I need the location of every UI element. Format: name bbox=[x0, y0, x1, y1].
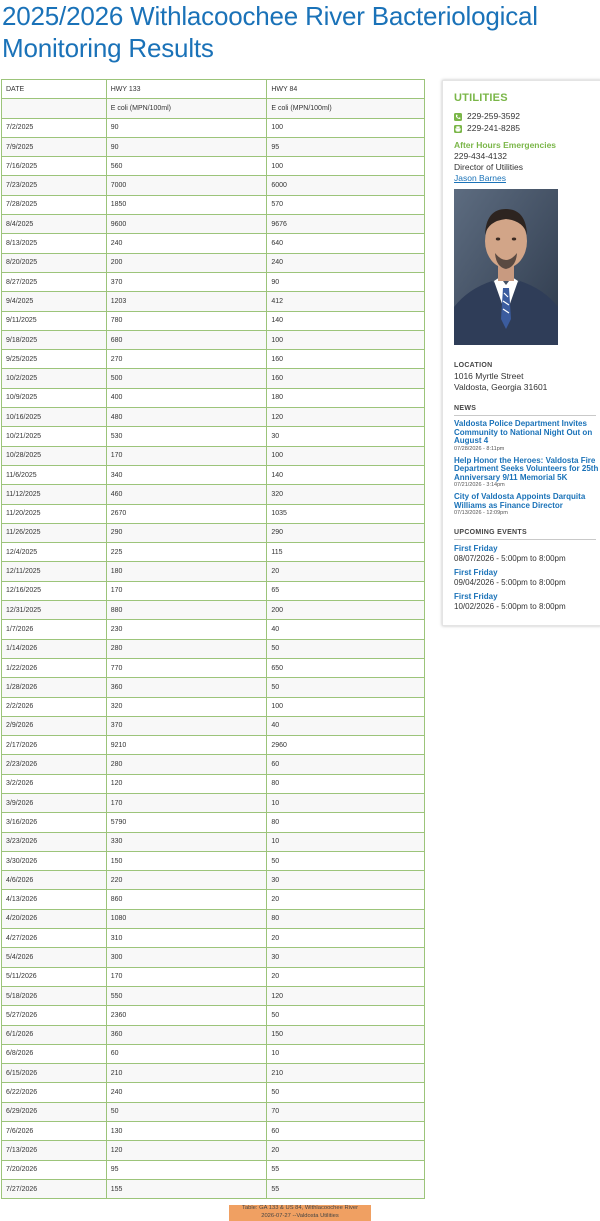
cell-hwy-133: 310 bbox=[106, 929, 267, 948]
cell-hwy-133: 9600 bbox=[106, 215, 267, 234]
table-row bbox=[2, 620, 425, 639]
cell-hwy-133: 340 bbox=[106, 465, 267, 484]
table-row bbox=[2, 755, 425, 774]
cell-date: 3/23/2026 bbox=[2, 832, 107, 851]
table-row bbox=[2, 1025, 425, 1044]
after-hours-phone[interactable]: 229-434-4132 bbox=[454, 151, 507, 161]
cell-date: 8/4/2025 bbox=[2, 215, 107, 234]
table-row bbox=[2, 272, 425, 291]
table-row bbox=[2, 330, 425, 349]
cell-hwy-84: 20 bbox=[267, 890, 425, 909]
cell-hwy-133: 880 bbox=[106, 601, 267, 620]
cell-hwy-84: 80 bbox=[267, 774, 425, 793]
table-row bbox=[2, 1141, 425, 1160]
news-date-3: 07/13/2026 - 12:09pm bbox=[454, 510, 508, 516]
cell-date: 12/11/2025 bbox=[2, 562, 107, 581]
cell-date: 5/27/2026 bbox=[2, 1006, 107, 1025]
caption-line-2: 2026-07-27 --Valdosta Utilities bbox=[261, 1212, 339, 1219]
table-row bbox=[2, 543, 425, 562]
cell-hwy-84: 100 bbox=[267, 446, 425, 465]
cell-hwy-84: 50 bbox=[267, 851, 425, 870]
cell-hwy-133: 500 bbox=[106, 369, 267, 388]
utilities-sidebar bbox=[442, 80, 600, 626]
address-line-2: Valdosta, Georgia 31601 bbox=[454, 382, 548, 392]
table-row bbox=[2, 176, 425, 195]
cell-hwy-84: 80 bbox=[267, 813, 425, 832]
cell-hwy-133: 170 bbox=[106, 446, 267, 465]
cell-hwy-84: 210 bbox=[267, 1064, 425, 1083]
subheader-date bbox=[2, 99, 107, 118]
table-row bbox=[2, 465, 425, 484]
table-row bbox=[2, 388, 425, 407]
cell-hwy-84: 180 bbox=[267, 388, 425, 407]
phone-number[interactable]: 229-259-3592 bbox=[467, 111, 520, 121]
cell-hwy-133: 155 bbox=[106, 1179, 267, 1198]
cell-hwy-84: 30 bbox=[267, 427, 425, 446]
cell-date: 7/23/2025 bbox=[2, 176, 107, 195]
results-table-body bbox=[2, 80, 425, 1199]
cell-hwy-133: 1203 bbox=[106, 292, 267, 311]
cell-hwy-133: 2670 bbox=[106, 504, 267, 523]
table-row bbox=[2, 697, 425, 716]
table-row bbox=[2, 851, 425, 870]
cell-hwy-84: 95 bbox=[267, 137, 425, 156]
cell-hwy-133: 120 bbox=[106, 1141, 267, 1160]
cell-date: 3/2/2026 bbox=[2, 774, 107, 793]
table-row bbox=[2, 948, 425, 967]
cell-date: 4/27/2026 bbox=[2, 929, 107, 948]
cell-hwy-133: 2360 bbox=[106, 1006, 267, 1025]
cell-hwy-133: 240 bbox=[106, 1083, 267, 1102]
cell-hwy-84: 10 bbox=[267, 1044, 425, 1063]
cell-hwy-133: 90 bbox=[106, 118, 267, 137]
news-item bbox=[454, 493, 600, 517]
cell-hwy-84: 240 bbox=[267, 253, 425, 272]
cell-hwy-84: 100 bbox=[267, 330, 425, 349]
cell-hwy-133: 170 bbox=[106, 793, 267, 812]
cell-hwy-133: 240 bbox=[106, 234, 267, 253]
cell-hwy-84: 60 bbox=[267, 755, 425, 774]
cell-date: 11/6/2025 bbox=[2, 465, 107, 484]
cell-date: 2/9/2026 bbox=[2, 716, 107, 735]
cell-date: 12/4/2025 bbox=[2, 543, 107, 562]
table-row bbox=[2, 137, 425, 156]
cell-date: 6/1/2026 bbox=[2, 1025, 107, 1044]
cell-hwy-133: 225 bbox=[106, 543, 267, 562]
cell-hwy-84: 70 bbox=[267, 1102, 425, 1121]
cell-date: 6/29/2026 bbox=[2, 1102, 107, 1121]
table-row bbox=[2, 195, 425, 214]
cell-date: 12/31/2025 bbox=[2, 601, 107, 620]
cell-hwy-84: 650 bbox=[267, 658, 425, 677]
event-item bbox=[454, 568, 600, 588]
news-date-1: 07/28/2026 - 8:11pm bbox=[454, 445, 505, 452]
cell-hwy-84: 120 bbox=[267, 408, 425, 427]
cell-date: 8/13/2025 bbox=[2, 234, 107, 253]
cell-hwy-133: 120 bbox=[106, 774, 267, 793]
cell-hwy-133: 320 bbox=[106, 697, 267, 716]
table-row bbox=[2, 234, 425, 253]
cell-hwy-133: 360 bbox=[106, 678, 267, 697]
news-item bbox=[454, 420, 600, 453]
table-row bbox=[2, 639, 425, 658]
table-row bbox=[2, 716, 425, 735]
cell-date: 11/26/2025 bbox=[2, 523, 107, 542]
cell-hwy-133: 1850 bbox=[106, 195, 267, 214]
table-row bbox=[2, 793, 425, 812]
cell-hwy-133: 330 bbox=[106, 832, 267, 851]
fax-row bbox=[454, 123, 600, 134]
table-row bbox=[2, 678, 425, 697]
cell-date: 2/17/2026 bbox=[2, 736, 107, 755]
cell-hwy-84: 30 bbox=[267, 948, 425, 967]
cell-date: 8/27/2025 bbox=[2, 272, 107, 291]
cell-date: 3/9/2026 bbox=[2, 793, 107, 812]
cell-hwy-84: 140 bbox=[267, 465, 425, 484]
table-row bbox=[2, 890, 425, 909]
cell-date: 10/28/2025 bbox=[2, 446, 107, 465]
cell-hwy-84: 20 bbox=[267, 562, 425, 581]
address-line-1: 1016 Myrtle Street bbox=[454, 371, 524, 381]
cell-hwy-133: 280 bbox=[106, 755, 267, 774]
table-row bbox=[2, 1064, 425, 1083]
table-row bbox=[2, 369, 425, 388]
cell-hwy-133: 280 bbox=[106, 639, 267, 658]
table-row bbox=[2, 909, 425, 928]
cell-date: 7/28/2025 bbox=[2, 195, 107, 214]
cell-hwy-133: 210 bbox=[106, 1064, 267, 1083]
cell-date: 7/16/2025 bbox=[2, 157, 107, 176]
cell-date: 4/13/2026 bbox=[2, 890, 107, 909]
cell-hwy-84: 40 bbox=[267, 716, 425, 735]
table-row bbox=[2, 504, 425, 523]
cell-hwy-84: 1035 bbox=[267, 504, 425, 523]
cell-hwy-84: 290 bbox=[267, 523, 425, 542]
cell-hwy-84: 570 bbox=[267, 195, 425, 214]
event-item bbox=[454, 544, 600, 564]
subheader-hwy-133-unit: E coli (MPN/100ml) bbox=[106, 99, 267, 118]
cell-hwy-133: 5790 bbox=[106, 813, 267, 832]
cell-date: 10/21/2025 bbox=[2, 427, 107, 446]
caption-line-1: Table: GA 133 & US 84, Withlacoochee River bbox=[242, 1205, 358, 1211]
events-label: UPCOMING EVENTS bbox=[454, 527, 596, 540]
event-link-3[interactable]: First Friday bbox=[454, 592, 498, 601]
cell-hwy-133: 1080 bbox=[106, 909, 267, 928]
header-date: DATE bbox=[2, 80, 107, 99]
cell-hwy-133: 860 bbox=[106, 890, 267, 909]
table-row bbox=[2, 1083, 425, 1102]
cell-hwy-84: 50 bbox=[267, 1083, 425, 1102]
cell-hwy-133: 370 bbox=[106, 716, 267, 735]
cell-hwy-84: 2960 bbox=[267, 736, 425, 755]
cell-hwy-84: 120 bbox=[267, 986, 425, 1005]
cell-date: 3/16/2026 bbox=[2, 813, 107, 832]
table-row bbox=[2, 736, 425, 755]
cell-hwy-133: 130 bbox=[106, 1122, 267, 1141]
cell-hwy-84: 65 bbox=[267, 581, 425, 600]
director-title: Director of Utilities bbox=[454, 162, 523, 172]
cell-date: 9/11/2025 bbox=[2, 311, 107, 330]
cell-hwy-84: 50 bbox=[267, 639, 425, 658]
event-link-2[interactable]: First Friday bbox=[454, 568, 498, 577]
cell-hwy-84: 412 bbox=[267, 292, 425, 311]
cell-hwy-133: 480 bbox=[106, 408, 267, 427]
cell-date: 1/7/2026 bbox=[2, 620, 107, 639]
cell-hwy-133: 95 bbox=[106, 1160, 267, 1179]
cell-date: 2/2/2026 bbox=[2, 697, 107, 716]
cell-date: 5/4/2026 bbox=[2, 948, 107, 967]
table-row bbox=[2, 118, 425, 137]
cell-date: 3/30/2026 bbox=[2, 851, 107, 870]
cell-date: 4/20/2026 bbox=[2, 909, 107, 928]
cell-hwy-133: 170 bbox=[106, 581, 267, 600]
cell-hwy-133: 360 bbox=[106, 1025, 267, 1044]
cell-date: 5/18/2026 bbox=[2, 986, 107, 1005]
cell-hwy-84: 50 bbox=[267, 678, 425, 697]
table-row bbox=[2, 427, 425, 446]
table-header-row bbox=[2, 80, 425, 99]
news-link-2[interactable]: Help Honor the Heroes: Valdosta Fire Department Seeks Volunteers for 25th Anniversary 9/11 Memorial 5K bbox=[454, 455, 599, 482]
cell-hwy-84: 140 bbox=[267, 311, 425, 330]
table-caption bbox=[229, 1205, 371, 1221]
table-row bbox=[2, 408, 425, 427]
director-photo bbox=[454, 189, 558, 345]
cell-hwy-84: 160 bbox=[267, 350, 425, 369]
cell-hwy-133: 680 bbox=[106, 330, 267, 349]
fax-icon bbox=[454, 125, 462, 133]
cell-hwy-84: 10 bbox=[267, 832, 425, 851]
cell-date: 12/16/2025 bbox=[2, 581, 107, 600]
cell-date: 7/13/2026 bbox=[2, 1141, 107, 1160]
cell-date: 5/11/2026 bbox=[2, 967, 107, 986]
cell-hwy-133: 170 bbox=[106, 967, 267, 986]
cell-hwy-84: 40 bbox=[267, 620, 425, 639]
table-row bbox=[2, 311, 425, 330]
table-row bbox=[2, 1044, 425, 1063]
cell-hwy-133: 50 bbox=[106, 1102, 267, 1121]
cell-hwy-133: 460 bbox=[106, 485, 267, 504]
cell-hwy-133: 780 bbox=[106, 311, 267, 330]
cell-hwy-133: 770 bbox=[106, 658, 267, 677]
cell-date: 11/12/2025 bbox=[2, 485, 107, 504]
fax-number: 229-241-8285 bbox=[467, 123, 520, 133]
cell-date: 7/6/2026 bbox=[2, 1122, 107, 1141]
cell-hwy-84: 200 bbox=[267, 601, 425, 620]
cell-date: 10/16/2025 bbox=[2, 408, 107, 427]
cell-hwy-84: 80 bbox=[267, 909, 425, 928]
cell-hwy-133: 220 bbox=[106, 871, 267, 890]
cell-date: 1/28/2026 bbox=[2, 678, 107, 697]
cell-hwy-84: 20 bbox=[267, 929, 425, 948]
table-row bbox=[2, 774, 425, 793]
cell-hwy-84: 100 bbox=[267, 157, 425, 176]
cell-hwy-84: 50 bbox=[267, 1006, 425, 1025]
cell-hwy-84: 20 bbox=[267, 1141, 425, 1160]
table-row bbox=[2, 1122, 425, 1141]
news-date-2: 07/21/2026 - 3:14pm bbox=[454, 482, 505, 488]
cell-date: 7/9/2025 bbox=[2, 137, 107, 156]
phone-row bbox=[454, 111, 600, 122]
cell-hwy-133: 90 bbox=[106, 137, 267, 156]
cell-hwy-133: 290 bbox=[106, 523, 267, 542]
cell-hwy-133: 7000 bbox=[106, 176, 267, 195]
cell-hwy-84: 6000 bbox=[267, 176, 425, 195]
cell-hwy-133: 370 bbox=[106, 272, 267, 291]
cell-date: 9/25/2025 bbox=[2, 350, 107, 369]
page-title: 2025/2026 Withlacoochee River Bacteriological Monitoring Results bbox=[2, 1, 538, 63]
table-row bbox=[2, 562, 425, 581]
cell-hwy-84: 640 bbox=[267, 234, 425, 253]
cell-hwy-84: 90 bbox=[267, 272, 425, 291]
table-row bbox=[2, 485, 425, 504]
table-row bbox=[2, 813, 425, 832]
cell-date: 1/22/2026 bbox=[2, 658, 107, 677]
cell-date: 9/18/2025 bbox=[2, 330, 107, 349]
cell-hwy-84: 55 bbox=[267, 1160, 425, 1179]
table-row bbox=[2, 832, 425, 851]
sidebar-heading: UTILITIES bbox=[454, 92, 508, 104]
table-row bbox=[2, 292, 425, 311]
results-table bbox=[1, 79, 425, 1199]
cell-date: 11/20/2025 bbox=[2, 504, 107, 523]
table-row bbox=[2, 350, 425, 369]
table-row bbox=[2, 1102, 425, 1121]
cell-hwy-133: 550 bbox=[106, 986, 267, 1005]
header-hwy-133: HWY 133 bbox=[106, 80, 267, 99]
table-row bbox=[2, 1179, 425, 1198]
cell-hwy-84: 150 bbox=[267, 1025, 425, 1044]
cell-date: 10/2/2025 bbox=[2, 369, 107, 388]
news-link-3[interactable]: City of Valdosta Appoints Darquita Williams as Finance Director bbox=[454, 492, 586, 510]
cell-date: 8/20/2025 bbox=[2, 253, 107, 272]
cell-hwy-133: 230 bbox=[106, 620, 267, 639]
table-row bbox=[2, 523, 425, 542]
news-link-1[interactable]: Valdosta Police Department Invites Community to National Night Out on August 4 bbox=[454, 419, 593, 445]
table-row bbox=[2, 929, 425, 948]
table-row bbox=[2, 581, 425, 600]
cell-date: 6/22/2026 bbox=[2, 1083, 107, 1102]
cell-date: 10/9/2025 bbox=[2, 388, 107, 407]
cell-date: 6/15/2026 bbox=[2, 1064, 107, 1083]
cell-hwy-133: 150 bbox=[106, 851, 267, 870]
cell-hwy-133: 270 bbox=[106, 350, 267, 369]
table-row bbox=[2, 1006, 425, 1025]
table-row bbox=[2, 871, 425, 890]
cell-date: 4/6/2026 bbox=[2, 871, 107, 890]
table-row bbox=[2, 446, 425, 465]
cell-hwy-133: 9210 bbox=[106, 736, 267, 755]
cell-hwy-133: 400 bbox=[106, 388, 267, 407]
cell-hwy-84: 20 bbox=[267, 967, 425, 986]
cell-hwy-133: 200 bbox=[106, 253, 267, 272]
cell-hwy-133: 560 bbox=[106, 157, 267, 176]
event-date-3: 10/02/2026 - 5:00pm to 8:00pm bbox=[454, 602, 566, 611]
cell-hwy-133: 300 bbox=[106, 948, 267, 967]
cell-date: 7/2/2025 bbox=[2, 118, 107, 137]
table-row bbox=[2, 253, 425, 272]
news-item bbox=[454, 457, 600, 490]
event-date-1: 08/07/2026 - 5:00pm to 8:00pm bbox=[454, 554, 566, 563]
cell-hwy-133: 60 bbox=[106, 1044, 267, 1063]
cell-date: 1/14/2026 bbox=[2, 639, 107, 658]
table-row bbox=[2, 986, 425, 1005]
cell-hwy-84: 115 bbox=[267, 543, 425, 562]
cell-hwy-84: 100 bbox=[267, 697, 425, 716]
cell-hwy-84: 10 bbox=[267, 793, 425, 812]
cell-date: 9/4/2025 bbox=[2, 292, 107, 311]
subheader-hwy-84-unit: E coli (MPN/100ml) bbox=[267, 99, 425, 118]
cell-hwy-84: 55 bbox=[267, 1179, 425, 1198]
table-row bbox=[2, 967, 425, 986]
director-name-link[interactable]: Jason Barnes bbox=[454, 173, 506, 183]
table-row bbox=[2, 1160, 425, 1179]
cell-hwy-84: 160 bbox=[267, 369, 425, 388]
phone-icon bbox=[454, 113, 462, 121]
event-date-2: 09/04/2026 - 5:00pm to 8:00pm bbox=[454, 578, 566, 587]
table-row bbox=[2, 157, 425, 176]
cell-hwy-84: 320 bbox=[267, 485, 425, 504]
news-label: NEWS bbox=[454, 403, 596, 416]
cell-date: 2/23/2026 bbox=[2, 755, 107, 774]
cell-hwy-84: 9676 bbox=[267, 215, 425, 234]
table-row bbox=[2, 658, 425, 677]
header-hwy-84: HWY 84 bbox=[267, 80, 425, 99]
table-row bbox=[2, 215, 425, 234]
cell-date: 7/27/2026 bbox=[2, 1179, 107, 1198]
cell-date: 6/8/2026 bbox=[2, 1044, 107, 1063]
after-hours-label: After Hours Emergencies bbox=[454, 140, 557, 150]
event-link-1[interactable]: First Friday bbox=[454, 544, 498, 553]
table-subheader-row bbox=[2, 99, 425, 118]
table-row bbox=[2, 601, 425, 620]
cell-hwy-133: 530 bbox=[106, 427, 267, 446]
cell-hwy-133: 180 bbox=[106, 562, 267, 581]
cell-hwy-84: 100 bbox=[267, 118, 425, 137]
cell-hwy-84: 30 bbox=[267, 871, 425, 890]
cell-date: 7/20/2026 bbox=[2, 1160, 107, 1179]
event-item bbox=[454, 592, 600, 612]
cell-hwy-84: 60 bbox=[267, 1122, 425, 1141]
location-label: LOCATION bbox=[454, 362, 493, 369]
